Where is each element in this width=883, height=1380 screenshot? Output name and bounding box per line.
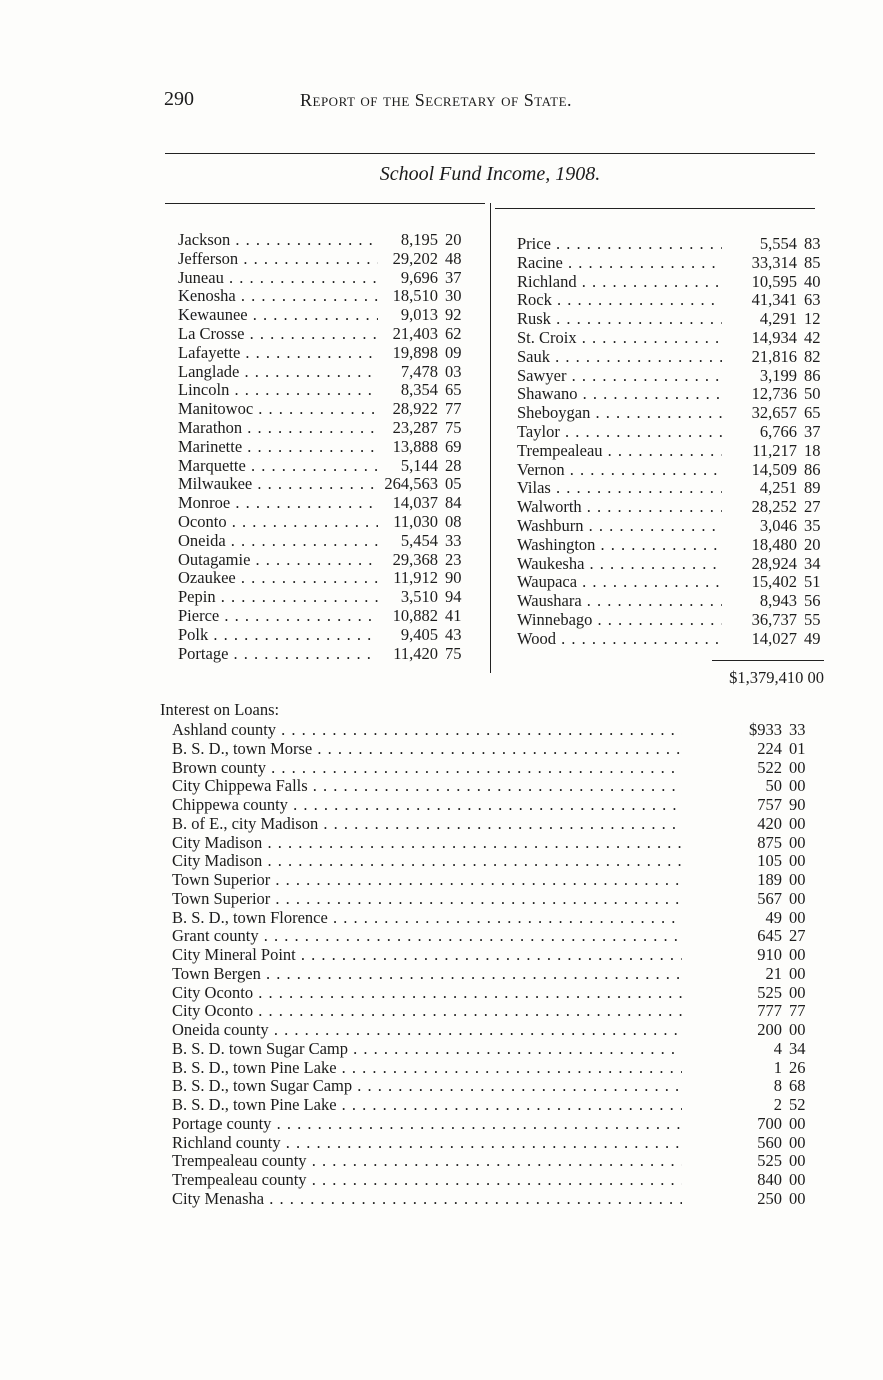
- row-cents: 03: [445, 361, 462, 381]
- row-name: Juneau . . .: [178, 268, 378, 287]
- row-name: Town Bergen . . .: [172, 964, 682, 983]
- table-row: [178, 531, 488, 550]
- table-row: [178, 512, 488, 531]
- row-name: Lafayette . . .: [178, 343, 378, 362]
- table-row: [172, 1020, 812, 1039]
- row-name: Sawyer . . .: [517, 366, 722, 385]
- row-dollars: 875: [757, 832, 782, 852]
- row-name: Lincoln . . .: [178, 380, 378, 399]
- row-cents: 85: [804, 252, 821, 272]
- table-row: [517, 422, 827, 441]
- row-dollars: $933: [749, 720, 782, 739]
- row-dollars: 4: [773, 1038, 782, 1058]
- row-dollars: 4,291: [759, 309, 797, 329]
- row-cents: 20: [445, 230, 462, 249]
- row-dollars: 645: [757, 926, 782, 946]
- table-row: [517, 290, 827, 309]
- table-row: [517, 309, 827, 328]
- row-name: Trempealeau county . . .: [172, 1151, 682, 1170]
- row-dollars: 4,251: [759, 478, 797, 498]
- table-row: [172, 983, 812, 1002]
- row-dollars: 11,912: [393, 568, 438, 588]
- row-dollars: 14,037: [392, 493, 438, 513]
- row-cents: 00: [789, 870, 806, 889]
- row-dollars: 21,403: [392, 324, 438, 343]
- row-dollars: 3,199: [759, 365, 797, 385]
- table-row: [517, 535, 827, 554]
- row-cents: 92: [445, 305, 462, 325]
- row-cents: 48: [445, 248, 462, 268]
- row-name: B. of E., city Madison . . .: [172, 814, 682, 833]
- table-row: [172, 833, 812, 852]
- row-dollars: 5,454: [400, 530, 438, 550]
- row-name: Vernon . . .: [517, 460, 722, 479]
- row-name: City Chippewa Falls . . .: [172, 776, 682, 795]
- row-cents: 83: [804, 234, 821, 253]
- table-row: [178, 625, 488, 644]
- row-name: Chippewa county . . .: [172, 795, 682, 814]
- grand-total: $1,379,410 00: [729, 668, 824, 687]
- row-name: Sheboygan . . .: [517, 403, 722, 422]
- table-row: [178, 550, 488, 569]
- row-dollars: 560: [757, 1132, 782, 1152]
- row-name: Outagamie . . .: [178, 550, 378, 569]
- row-cents: 84: [445, 493, 462, 513]
- row-name: Oneida . . .: [178, 531, 378, 550]
- row-name: Shawano . . .: [517, 384, 722, 403]
- row-cents: 00: [789, 982, 806, 1002]
- row-cents: 86: [804, 365, 821, 385]
- row-dollars: 522: [757, 757, 782, 777]
- row-name: Town Superior . . .: [172, 870, 682, 889]
- table-row: [178, 437, 488, 456]
- row-cents: 37: [804, 422, 821, 441]
- row-dollars: 7,478: [400, 361, 438, 381]
- row-dollars: 8,195: [400, 230, 438, 249]
- row-dollars: 525: [757, 1151, 782, 1171]
- row-cents: 30: [445, 286, 462, 306]
- table-row: [517, 403, 827, 422]
- table-row: [172, 870, 812, 889]
- row-name: B. S. D., town Florence . . .: [172, 908, 682, 927]
- row-cents: 00: [789, 813, 806, 833]
- row-name: St. Croix . . .: [517, 328, 722, 347]
- row-name: Portage . . .: [178, 644, 378, 663]
- row-dollars: 6,766: [759, 422, 797, 441]
- row-dollars: 8,943: [759, 591, 797, 611]
- row-dollars: 420: [757, 813, 782, 833]
- row-dollars: 525: [757, 982, 782, 1002]
- table-row: [172, 1058, 812, 1077]
- row-cents: 00: [789, 963, 806, 983]
- row-cents: 89: [804, 478, 821, 498]
- row-cents: 40: [804, 271, 821, 291]
- top-rule: [165, 153, 815, 154]
- row-cents: 37: [445, 267, 462, 287]
- row-cents: 27: [804, 497, 821, 517]
- row-dollars: 224: [757, 738, 782, 758]
- table-row: [172, 776, 812, 795]
- row-dollars: 2: [773, 1095, 782, 1114]
- row-dollars: 14,934: [751, 328, 797, 347]
- row-dollars: 21,816: [751, 346, 797, 366]
- table-row: [178, 418, 488, 437]
- table-row: [172, 758, 812, 777]
- row-name: Jackson . . .: [178, 230, 378, 249]
- row-dollars: 9,405: [400, 624, 438, 644]
- row-dollars: 8: [773, 1076, 782, 1096]
- row-cents: 34: [789, 1038, 806, 1058]
- row-name: Racine . . .: [517, 253, 722, 272]
- row-name: Wood . . .: [517, 629, 722, 648]
- table-row: [172, 1151, 812, 1170]
- row-cents: 00: [789, 832, 806, 852]
- table-row: [172, 739, 812, 758]
- row-dollars: 264,563: [384, 474, 438, 494]
- row-cents: 00: [789, 1020, 806, 1039]
- row-name: Marathon . . .: [178, 418, 378, 437]
- row-dollars: 49: [765, 907, 782, 927]
- row-dollars: 11,030: [393, 512, 438, 531]
- row-name: Washburn . . .: [517, 516, 722, 535]
- row-dollars: 19,898: [392, 342, 438, 362]
- row-name: Marinette . . .: [178, 437, 378, 456]
- running-head: Report of the Secretary of State.: [300, 90, 573, 110]
- row-name: Marquette . . .: [178, 456, 378, 475]
- row-name: Polk . . .: [178, 625, 378, 644]
- row-dollars: 11,217: [752, 440, 797, 460]
- row-dollars: 29,202: [392, 248, 438, 268]
- row-name: Taylor . . .: [517, 422, 722, 441]
- row-dollars: 3,510: [400, 587, 438, 607]
- table-row: [178, 587, 488, 606]
- row-name: Price . . .: [517, 234, 722, 253]
- row-dollars: 33,314: [751, 252, 797, 272]
- row-name: Washington . . .: [517, 535, 722, 554]
- row-name: Waushara . . .: [517, 591, 722, 610]
- row-dollars: 11,420: [393, 643, 438, 663]
- row-cents: 08: [445, 512, 462, 531]
- row-name: Milwaukee . . .: [178, 474, 378, 493]
- total-rule: [712, 660, 824, 661]
- row-cents: 33: [445, 530, 462, 550]
- row-cents: 65: [804, 403, 821, 423]
- row-dollars: 567: [757, 888, 782, 908]
- table-row: [178, 268, 488, 287]
- row-cents: 41: [445, 606, 462, 625]
- row-dollars: 8,354: [400, 380, 438, 400]
- row-name: Ozaukee . . .: [178, 568, 378, 587]
- table-row: [172, 720, 812, 739]
- table-row: [517, 441, 827, 460]
- row-dollars: 28,924: [751, 553, 797, 573]
- row-cents: 56: [804, 591, 821, 611]
- row-cents: 00: [789, 1132, 806, 1152]
- table-row: [178, 606, 488, 625]
- table-row: [172, 926, 812, 945]
- table-row: [172, 1095, 812, 1114]
- row-dollars: 105: [757, 851, 782, 871]
- row-name: Vilas . . .: [517, 478, 722, 497]
- row-name: Richland . . .: [517, 272, 722, 291]
- row-name: Kewaunee . . .: [178, 305, 378, 324]
- row-dollars: 28,922: [392, 399, 438, 419]
- table-row: [172, 1170, 812, 1189]
- row-cents: 77: [789, 1001, 806, 1021]
- row-name: Manitowoc . . .: [178, 399, 378, 418]
- table-row: [517, 234, 827, 253]
- table-row: [172, 814, 812, 833]
- table-row: [178, 644, 488, 663]
- row-dollars: 21: [765, 963, 782, 983]
- table-row: [172, 1114, 812, 1133]
- row-name: Walworth . . .: [517, 497, 722, 516]
- row-dollars: 757: [757, 795, 782, 814]
- table-row: [517, 272, 827, 291]
- row-dollars: 1: [773, 1057, 782, 1077]
- row-name: City Madison . . .: [172, 851, 682, 870]
- table-row: [517, 572, 827, 591]
- table-row: [172, 1189, 812, 1208]
- row-name: Trempealeau . . .: [517, 441, 722, 460]
- table-row: [178, 493, 488, 512]
- table-row: [172, 964, 812, 983]
- row-name: B. S. D., town Pine Lake . . .: [172, 1058, 682, 1077]
- row-name: Pierce . . .: [178, 606, 378, 625]
- table-title: School Fund Income, 1908.: [379, 163, 601, 185]
- row-dollars: 10,595: [751, 271, 797, 291]
- row-name: Langlade . . .: [178, 362, 378, 381]
- table-row: [178, 230, 488, 249]
- table-row: [517, 384, 827, 403]
- row-name: Rock . . .: [517, 290, 722, 309]
- row-dollars: 3,046: [759, 516, 797, 535]
- table-row: [172, 1133, 812, 1152]
- row-name: Pepin . . .: [178, 587, 378, 606]
- row-cents: 09: [445, 342, 462, 362]
- row-dollars: 777: [757, 1001, 782, 1021]
- row-dollars: 10,882: [392, 606, 438, 625]
- row-name: Richland county . . .: [172, 1133, 682, 1152]
- row-name: B. S. D., town Morse . . .: [172, 739, 682, 758]
- row-cents: 01: [789, 738, 806, 758]
- row-dollars: 18,480: [751, 534, 797, 554]
- table-row: [178, 399, 488, 418]
- table-row: [178, 343, 488, 362]
- column-divider: [490, 203, 491, 673]
- row-dollars: 5,554: [759, 234, 797, 253]
- row-cents: 00: [789, 851, 806, 871]
- table-row: [178, 324, 488, 343]
- row-dollars: 29,368: [392, 549, 438, 569]
- table-row: [178, 456, 488, 475]
- row-dollars: 23,287: [392, 418, 438, 437]
- table-row: [178, 249, 488, 268]
- row-cents: 35: [804, 516, 821, 535]
- row-cents: 42: [804, 328, 821, 347]
- row-dollars: 41,341: [751, 290, 797, 310]
- row-cents: 12: [804, 309, 821, 329]
- row-cents: 77: [445, 399, 462, 419]
- row-cents: 00: [789, 945, 806, 964]
- row-cents: 75: [445, 643, 462, 663]
- table-row: [172, 1076, 812, 1095]
- table-row: [517, 478, 827, 497]
- row-cents: 62: [445, 324, 462, 343]
- table-row: [178, 305, 488, 324]
- row-name: Ashland county . . .: [172, 720, 682, 739]
- row-dollars: 910: [757, 945, 782, 964]
- row-cents: 05: [445, 474, 462, 494]
- row-cents: 65: [445, 380, 462, 400]
- table-row: [178, 362, 488, 381]
- row-name: Monroe . . .: [178, 493, 378, 512]
- row-cents: 63: [804, 290, 821, 310]
- table-row: [517, 328, 827, 347]
- row-name: Waupaca . . .: [517, 572, 722, 591]
- row-cents: 28: [445, 455, 462, 475]
- table-row: [517, 554, 827, 573]
- row-name: Portage county . . .: [172, 1114, 682, 1133]
- table-row: [178, 286, 488, 305]
- table-row: [172, 908, 812, 927]
- row-dollars: 200: [757, 1020, 782, 1039]
- row-cents: 23: [445, 549, 462, 569]
- table-row: [517, 591, 827, 610]
- row-name: B. S. D., town Pine Lake . . .: [172, 1095, 682, 1114]
- row-name: Rusk . . .: [517, 309, 722, 328]
- table-row: [172, 1039, 812, 1058]
- row-name: City Oconto . . .: [172, 1001, 682, 1020]
- title-rule-right: [495, 208, 815, 209]
- table-row: [172, 851, 812, 870]
- table-row: [172, 889, 812, 908]
- row-dollars: 700: [757, 1113, 782, 1133]
- row-name: Waukesha . . .: [517, 554, 722, 573]
- row-cents: 00: [789, 1151, 806, 1171]
- row-name: Oconto . . .: [178, 512, 378, 531]
- row-name: Brown county . . .: [172, 758, 682, 777]
- row-name: Oneida county . . .: [172, 1020, 682, 1039]
- table-row: [172, 795, 812, 814]
- table-row: [178, 474, 488, 493]
- row-cents: 94: [445, 587, 462, 607]
- row-dollars: 840: [757, 1170, 782, 1189]
- row-dollars: 13,888: [392, 436, 438, 456]
- row-name: Sauk . . .: [517, 347, 722, 366]
- row-dollars: 50: [765, 776, 782, 796]
- row-name: B. S. D. town Sugar Camp . . .: [172, 1039, 682, 1058]
- row-dollars: 250: [757, 1188, 782, 1208]
- row-cents: 34: [804, 553, 821, 573]
- row-name: City Oconto . . .: [172, 983, 682, 1002]
- table-row: [517, 610, 827, 629]
- table-row: [517, 497, 827, 516]
- row-dollars: 14,027: [751, 628, 797, 648]
- row-cents: 52: [789, 1095, 806, 1114]
- row-name: Kenosha . . .: [178, 286, 378, 305]
- row-cents: 00: [789, 1170, 806, 1189]
- table-row: [517, 516, 827, 535]
- row-cents: 00: [789, 1113, 806, 1133]
- table-row: [178, 380, 488, 399]
- row-dollars: 15,402: [751, 572, 797, 592]
- row-cents: 68: [789, 1076, 806, 1096]
- row-cents: 26: [789, 1057, 806, 1077]
- row-dollars: 32,657: [751, 403, 797, 423]
- row-cents: 55: [804, 610, 821, 629]
- title-rule-left: [165, 203, 485, 204]
- row-name: City Menasha . . .: [172, 1189, 682, 1208]
- row-dollars: 12,736: [751, 384, 797, 404]
- row-name: La Crosse . . .: [178, 324, 378, 343]
- table-row: [517, 253, 827, 272]
- row-name: Trempealeau county . . .: [172, 1170, 682, 1189]
- row-dollars: 14,509: [751, 459, 797, 479]
- row-name: City Mineral Point . . .: [172, 945, 682, 964]
- row-name: Grant county . . .: [172, 926, 682, 945]
- page-number: 290: [164, 88, 194, 110]
- row-name: Jefferson . . .: [178, 249, 378, 268]
- row-cents: 00: [789, 1188, 806, 1208]
- row-cents: 69: [445, 436, 462, 456]
- row-name: B. S. D., town Sugar Camp . . .: [172, 1076, 682, 1095]
- table-row: [517, 629, 827, 648]
- row-cents: 90: [789, 795, 806, 814]
- table-row: [517, 460, 827, 479]
- row-cents: 75: [445, 418, 462, 437]
- table-row: [517, 366, 827, 385]
- row-cents: 90: [445, 568, 462, 588]
- row-cents: 00: [789, 776, 806, 796]
- row-cents: 27: [789, 926, 806, 946]
- row-name: Town Superior . . .: [172, 889, 682, 908]
- row-dollars: 28,252: [751, 497, 797, 517]
- row-dollars: 9,696: [400, 267, 438, 287]
- row-cents: 18: [804, 440, 821, 460]
- row-cents: 50: [804, 384, 821, 404]
- row-cents: 86: [804, 459, 821, 479]
- table-row: [178, 568, 488, 587]
- row-name: City Madison . . .: [172, 833, 682, 852]
- row-dollars: 9,013: [400, 305, 438, 325]
- row-cents: 20: [804, 534, 821, 554]
- row-cents: 00: [789, 757, 806, 777]
- row-cents: 49: [804, 628, 821, 648]
- row-dollars: 36,737: [751, 610, 797, 629]
- row-name: Winnebago . . .: [517, 610, 722, 629]
- row-cents: 00: [789, 888, 806, 908]
- row-dollars: 18,510: [392, 286, 438, 306]
- row-cents: 51: [804, 572, 821, 592]
- row-cents: 43: [445, 624, 462, 644]
- row-cents: 82: [804, 346, 821, 366]
- table-row: [172, 1001, 812, 1020]
- table-row: [172, 945, 812, 964]
- row-dollars: 5,144: [400, 455, 438, 475]
- row-cents: 00: [789, 907, 806, 927]
- interest-heading: Interest on Loans:: [160, 700, 280, 719]
- row-dollars: 189: [757, 870, 782, 889]
- table-row: [517, 347, 827, 366]
- row-cents: 33: [789, 720, 806, 739]
